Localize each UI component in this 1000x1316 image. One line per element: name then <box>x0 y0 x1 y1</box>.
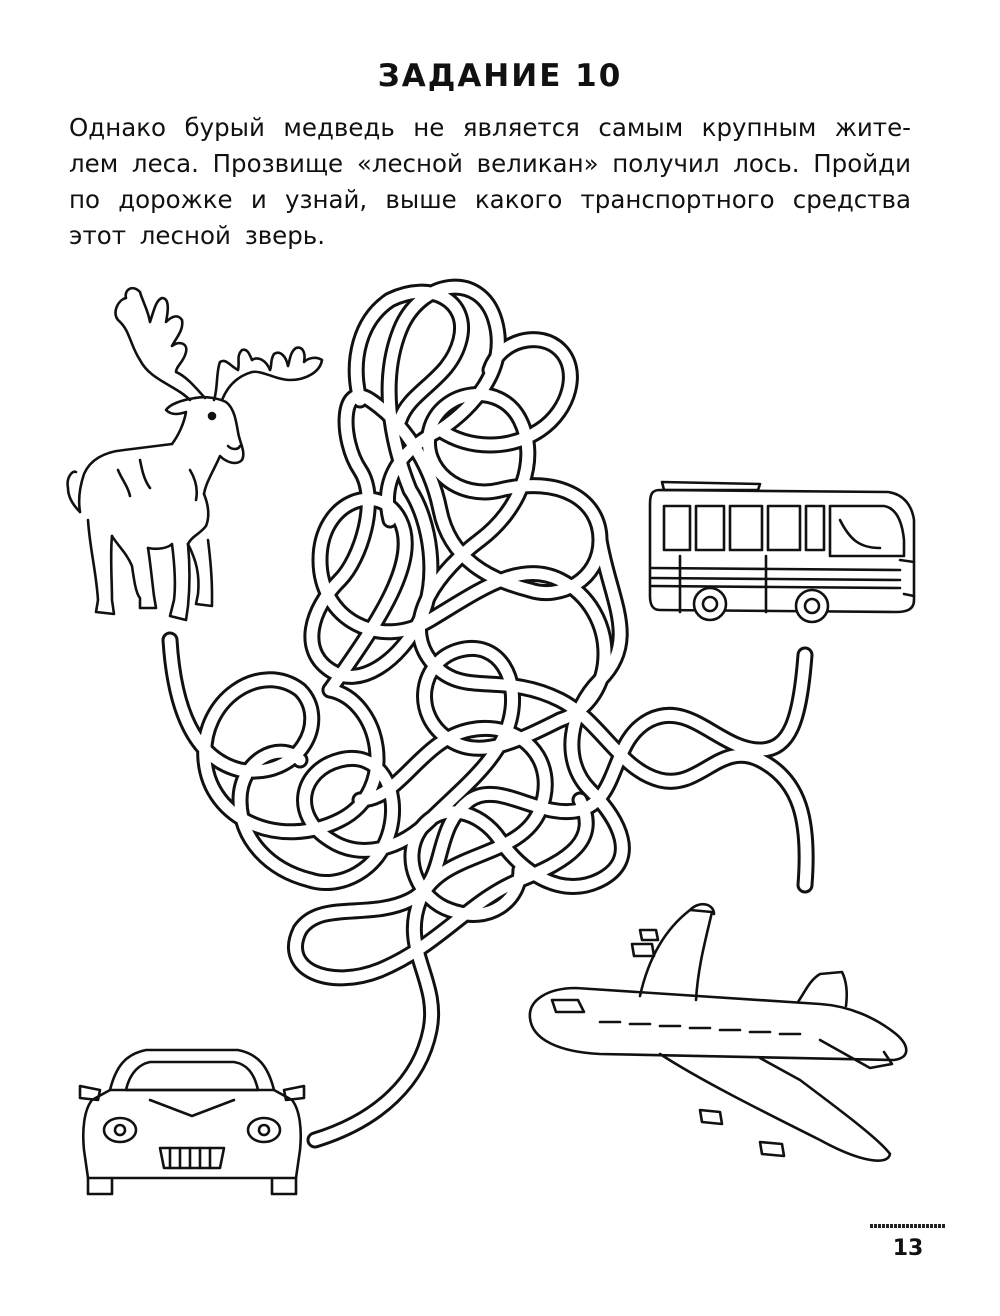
page-number-rule <box>870 1224 946 1228</box>
car-illustration <box>80 1050 304 1194</box>
task-line: лем леса. Прозвище «лесной великан» получил лось. Пройди <box>69 149 911 178</box>
moose-illustration <box>68 288 322 620</box>
maze[interactable] <box>170 287 806 1140</box>
page-number: 13 <box>892 1236 924 1261</box>
task-line: этот лесной зверь. <box>69 221 326 250</box>
task-line: по дорожке и узнай, выше какого транспортного средства <box>69 185 911 214</box>
task-line: Однако бурый медведь не является самым крупным жите- <box>69 113 911 142</box>
airplane-illustration <box>530 904 906 1160</box>
page-title: ЗАДАНИЕ 10 <box>377 58 623 94</box>
bus-illustration <box>650 482 914 622</box>
